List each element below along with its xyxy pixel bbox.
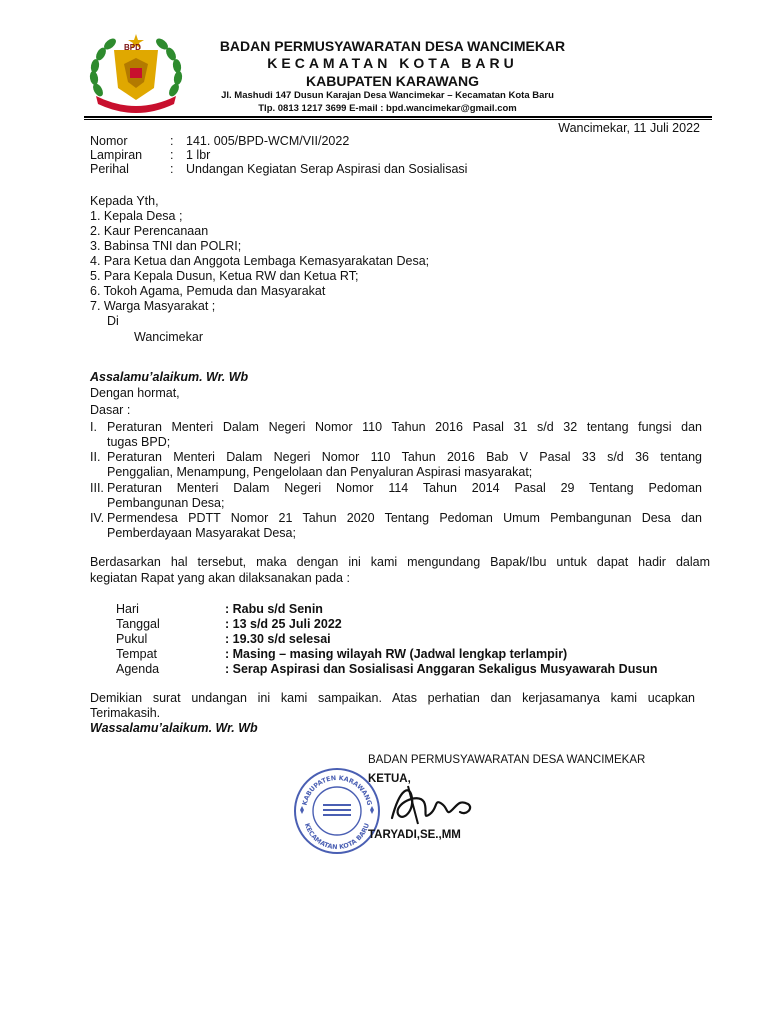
recipient-item: 2. Kaur Perencanaan <box>90 224 209 238</box>
signature-org: BADAN PERMUSYAWARATAN DESA WANCIMEKAR <box>368 754 646 766</box>
dasar-number: II. <box>90 450 101 464</box>
recipient-item: 4. Para Ketua dan Anggota Lembaga Kemasyarakatan Desa; <box>90 254 430 268</box>
recipients-intro: Kepada Yth, <box>90 194 159 208</box>
dasar-text: Permendesa PDTT Nomor 21 Tahun 2020 Tentang Pedoman Umum Pembangunan Desa dan <box>107 511 702 525</box>
schedule-label: Tanggal <box>116 617 160 631</box>
recipients-di: Di <box>107 314 119 328</box>
recipients-place: Wancimekar <box>134 330 203 344</box>
dasar-text: Pembangunan Desa; <box>107 496 225 510</box>
recipient-item: 7. Warga Masyarakat ; <box>90 299 216 313</box>
meta-label-lampiran: Lampiran <box>90 148 143 162</box>
logo-label: BPD <box>124 43 141 52</box>
meta-value-nomor: 141. 005/BPD-WCM/VII/2022 <box>186 134 350 148</box>
body-text: Berdasarkan hal tersebut, maka dengan ini kami mengundang Bapak/Ibu untuk dapat hadir dalam <box>90 555 710 569</box>
recipient-item: 6. Tokoh Agama, Pemuda dan Masyarakat <box>90 284 326 298</box>
letter-date: Wancimekar, 11 Juli 2022 <box>558 121 700 135</box>
schedule-value: : Serap Aspirasi dan Sosialisasi Anggaran Sekaligus Musyawarah Dusun <box>225 662 658 676</box>
dasar-text: Pemberdayaan Masyarakat Desa; <box>107 526 296 540</box>
letterhead-regency: KABUPATEN KARAWANG <box>306 73 479 89</box>
salutation: Dengan hormat, <box>90 386 180 400</box>
dasar-text: Peraturan Menteri Dalam Negeri Nomor 110 Tahun 2016 Bab V Pasal 33 s/d 36 tentang <box>107 450 702 464</box>
schedule-label: Hari <box>116 602 139 616</box>
dasar-text: tugas BPD; <box>107 435 171 449</box>
dasar-number: IV. <box>90 511 105 525</box>
meta-value-lampiran: 1 lbr <box>186 148 211 162</box>
recipient-item: 5. Para Kepala Dusun, Ketua RW dan Ketua RT; <box>90 269 359 283</box>
letterhead-rule <box>84 116 712 118</box>
meta-label-perihal: Perihal <box>90 162 129 176</box>
closing-text: Demikian surat undangan ini kami sampaikan. Atas perhatian dan kerjasamanya kami ucapkan <box>90 691 695 705</box>
letterhead-district: KECAMATAN KOTA BARU <box>267 55 518 71</box>
dasar-number: III. <box>90 481 104 495</box>
letterhead-rule-thin <box>84 119 712 120</box>
meta-value-perihal: Undangan Kegiatan Serap Aspirasi dan Sosialisasi <box>186 162 468 176</box>
signature-role: KETUA, <box>368 773 411 785</box>
schedule-value: : Masing – masing wilayah RW (Jadwal lengkap terlampir) <box>225 647 568 661</box>
letterhead-contact: Tlp. 0813 1217 3699 E-mail : bpd.wancimekar@gmail.com <box>258 103 517 114</box>
farewell: Wassalamu’alaikum. Wr. Wb <box>90 721 258 735</box>
schedule-value: : Rabu s/d Senin <box>225 602 323 616</box>
dasar-text: Peraturan Menteri Dalam Negeri Nomor 114 Tahun 2014 Pasal 29 Tentang Pedoman <box>107 481 702 495</box>
stamp-text-top: KABUPATEN KARAWANG <box>300 773 374 807</box>
dasar-number: I. <box>90 420 97 434</box>
schedule-label: Tempat <box>116 647 157 661</box>
schedule-label: Pukul <box>116 632 148 646</box>
recipient-item: 1. Kepala Desa ; <box>90 209 183 223</box>
meta-colon: : <box>170 148 174 162</box>
stamp-text-bottom: KECAMATAN KOTA BARU <box>302 822 372 852</box>
recipient-item: 3. Babinsa TNI dan POLRI; <box>90 239 242 253</box>
letterhead-address: Jl. Mashudi 147 Dusun Karajan Desa Wancimekar – Kecamatan Kota Baru <box>221 90 554 101</box>
dasar-text: Peraturan Menteri Dalam Negeri Nomor 110 Tahun 2016 Pasal 31 s/d 32 tentang fungsi dan <box>107 420 702 434</box>
body-text: kegiatan Rapat yang akan dilaksanakan pada : <box>90 571 350 585</box>
schedule-value: : 19.30 s/d selesai <box>225 632 331 646</box>
handwritten-signature-icon <box>388 778 478 830</box>
greeting: Assalamu’alaikum. Wr. Wb <box>90 370 249 384</box>
letterhead-org: BADAN PERMUSYAWARATAN DESA WANCIMEKAR <box>219 38 566 54</box>
signer-name: TARYADI,SE.,MM <box>368 829 461 841</box>
meta-colon: : <box>170 134 174 148</box>
schedule-value: : 13 s/d 25 Juli 2022 <box>225 617 342 631</box>
meta-label-nomor: Nomor <box>90 134 128 148</box>
schedule-label: Agenda <box>116 662 160 676</box>
dasar-label: Dasar : <box>90 403 131 417</box>
closing-text: Terimakasih. <box>90 706 161 720</box>
dasar-text: Penggalian, Menampung, Pengelolaan dan Penyaluran Aspirasi masyarakat; <box>107 465 533 479</box>
meta-colon: : <box>170 162 174 176</box>
